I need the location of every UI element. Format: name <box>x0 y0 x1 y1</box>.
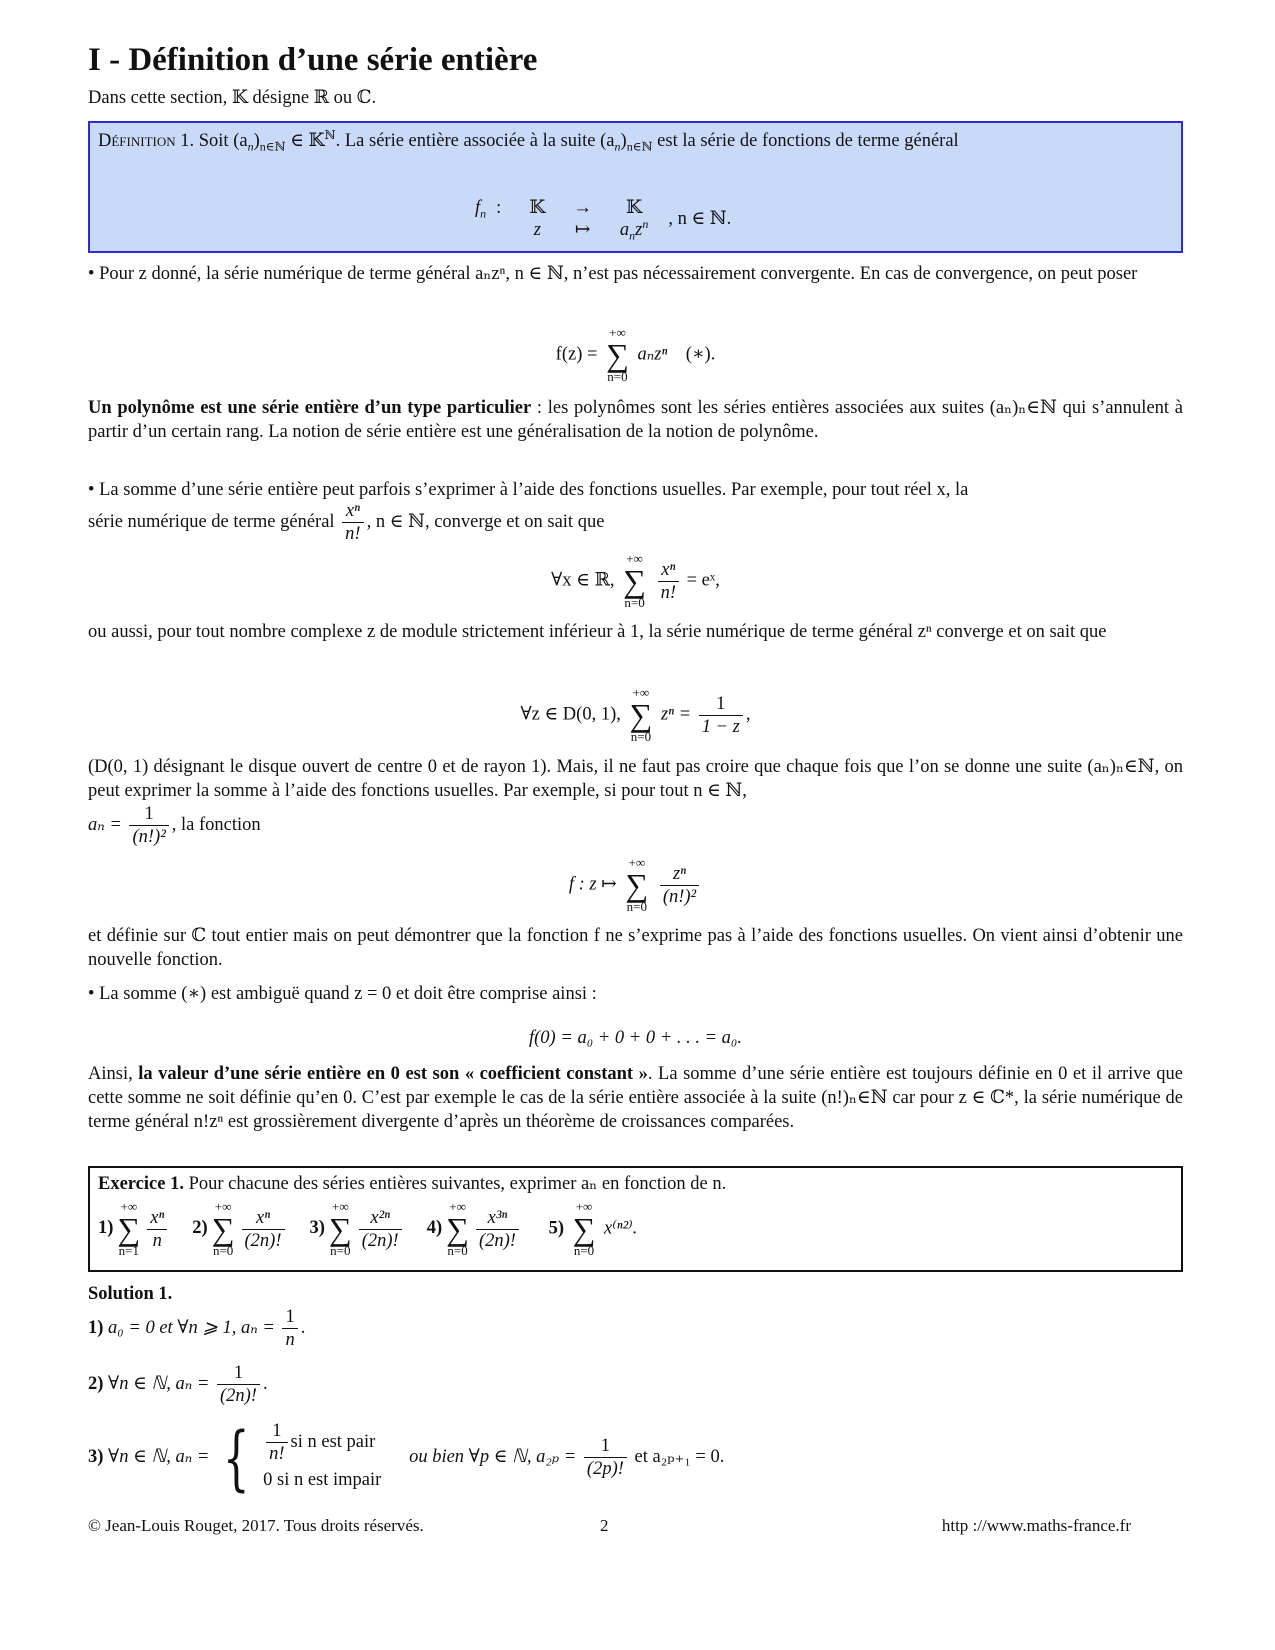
exercise-item-frac <box>242 1207 285 1252</box>
exercise-item-label: 4) <box>426 1218 443 1239</box>
eq3-num: 1 <box>699 693 743 716</box>
eq1-term: aₙzⁿ <box>637 344 668 365</box>
solution-2-text: ∀n ∈ ℕ, aₙ = <box>108 1373 210 1394</box>
exercise-item-den: n <box>152 1230 162 1251</box>
paragraph-8-a: Ainsi, <box>88 1064 139 1084</box>
solution-3-or-tail: et a₂ₚ₊₁ = 0. <box>634 1446 725 1467</box>
eq4-den: (n!)² <box>662 886 697 907</box>
solution-1-text: a₀ = 0 et ∀n ⩾ 1, aₙ = <box>108 1317 275 1338</box>
definition-sub-1: n∈ℕ <box>259 139 286 154</box>
solution-3-or: ou bien ∀p ∈ ℕ, a₂ₚ = <box>409 1446 577 1467</box>
exercise-item-sum: +∞ ∑ n=0 <box>211 1199 235 1258</box>
eq2-rhs: = eˣ, <box>686 570 720 591</box>
paragraph-5b-lhs: aₙ = <box>88 814 122 835</box>
solution-2-den: (2n)! <box>219 1386 257 1406</box>
eq3-frac <box>699 693 743 738</box>
exercise-item-5-lower: n=0 <box>573 1243 595 1258</box>
frac-den: n! <box>345 524 361 544</box>
exercise-item-sum: +∞ ∑ n=1 <box>117 1199 141 1258</box>
solution-1-num: 1 <box>282 1306 297 1329</box>
definition-text-f: est la série de fonctions de terme général <box>652 131 959 151</box>
exercise-items <box>98 1200 1173 1258</box>
paragraph-8-b: . La somme d’une série entière est toujours définie en 0 et il arrive que cette somme ne soit définie qu’en 0. C’est par exemple le cas de la série entière associée à la suite (n!)ₙ∈ℕ car pour z ∈ ℂ*, la série numérique de terme général n!zⁿ est grossièrement divergente d’après un théorème de croissances comparées. <box>88 1064 1184 1132</box>
exercise-title: Exercice 1. <box>98 1174 184 1194</box>
equation-1 <box>88 326 1183 384</box>
solution-1-tail: . <box>300 1317 306 1338</box>
equation-4 <box>88 856 1183 914</box>
exercise-item-lower: n=0 <box>447 1243 468 1258</box>
map-z: z <box>533 220 541 240</box>
solution-3-case-1 <box>263 1420 381 1465</box>
definition-text-d: . La série entière associée à la suite (a <box>335 131 615 151</box>
definition-sub-2: n∈ℕ <box>626 139 653 154</box>
definition-number: 1. <box>180 131 195 151</box>
equation-5: f(0) = a₀ + 0 + 0 + . . . = a₀. <box>529 1028 742 1048</box>
paragraph-2 <box>88 396 1183 444</box>
solution-3-cases <box>263 1420 381 1495</box>
eq4-lhs: f : z ↦ <box>568 874 617 895</box>
solution-2-tail: . <box>262 1373 268 1394</box>
definition-box <box>88 121 1183 253</box>
solution-3-or-frac <box>584 1435 627 1480</box>
footer-copyright: © Jean-Louis Rouget, 2017. Tous droits réservés. <box>88 1516 424 1535</box>
exercise-item-sum: +∞ ∑ n=0 <box>328 1199 352 1258</box>
solution-2-label: 2) <box>88 1373 104 1394</box>
exercise-item-upper: +∞ <box>332 1199 349 1214</box>
eq2-upper: +∞ <box>626 551 643 566</box>
definition-label: Définition <box>98 131 176 151</box>
paragraph-7: • La somme (∗) est ambiguë quand z = 0 et doit être comprise ainsi : <box>88 984 597 1004</box>
solution-3-label: 3) <box>88 1446 104 1467</box>
eq4-frac <box>660 863 699 908</box>
exercise-item-lower: n=1 <box>118 1243 139 1258</box>
paragraph-5b-tail: , la fonction <box>171 814 261 835</box>
paragraph-3c-text: , n ∈ ℕ, converge et on sait que <box>366 511 605 532</box>
eq4-sum: +∞ ∑ n=0 <box>625 855 649 914</box>
paragraph-6: et définie sur ℂ tout entier mais on peut démontrer que la fonction f ne s’exprime pas à l’aide des fonctions usuelles. On vient ainsi d’obtenir une nouvelle fonction. <box>88 926 1183 970</box>
eq1-upper: +∞ <box>609 325 626 340</box>
eq2-lhs: ∀x ∈ ℝ, <box>551 570 615 591</box>
eq3-lower: n=0 <box>630 729 652 744</box>
solution-3-text: ∀n ∈ ℕ, aₙ = <box>108 1446 210 1467</box>
exercise-item-num: x²ⁿ <box>359 1207 402 1230</box>
eq3-term: zⁿ = <box>660 704 692 725</box>
exercise-item-den: (2n)! <box>478 1230 516 1251</box>
map-to: 𝕂 <box>626 198 643 218</box>
paragraph-5: (D(0, 1) désignant le disque ouvert de centre 0 et de rayon 1). Mais, il ne faut pas croire que chaque fois que l’on se donne une suite (aₙ)ₙ∈ℕ, on peut exprimer la somme à l’aide des fonctions usuelles. Par exemple, si pour tout n ∈ ℕ, <box>88 757 1183 801</box>
solution-1-den: n <box>285 1330 295 1350</box>
exercise-item-frac <box>476 1207 519 1252</box>
solution-3-case-1-frac <box>266 1420 287 1465</box>
definition-text-c: ∈ 𝕂 <box>285 131 325 151</box>
paragraph-2-text: : les polynômes sont les séries entières associées aux suites (aₙ)ₙ∈ℕ qui s’annulent à partir d’un certain rang. La notion de série entière est une généralisation de la notion de polynôme. <box>88 398 1183 442</box>
exercise-item-3 <box>309 1199 405 1258</box>
solution-3-or-num: 1 <box>584 1435 627 1458</box>
section-title: I - Définition d’une série entière <box>88 42 538 78</box>
eq2-lower: n=0 <box>624 595 645 610</box>
exercise-item-5-sum: +∞ ∑ n=0 <box>572 1199 596 1258</box>
eq3-lhs: ∀z ∈ D(0, 1), <box>520 704 621 725</box>
exercise-item-5-label: 5) <box>548 1218 564 1239</box>
exercise-item-lower: n=0 <box>212 1243 234 1258</box>
map-arrow: → <box>573 198 592 218</box>
paragraph-8-bold: la valeur d’une série entière en 0 est son « coefficient constant » <box>138 1064 648 1084</box>
paragraph-8 <box>88 1062 1183 1134</box>
exercise-item-den: (2n)! <box>244 1230 282 1251</box>
solution-3-case-2: 0 si n est impair <box>263 1470 382 1490</box>
exercise-item-num: xⁿ <box>242 1207 285 1230</box>
definition-text-b: ) <box>253 131 260 151</box>
exercise-item-lower: n=0 <box>330 1243 351 1258</box>
equation-3 <box>88 686 1183 744</box>
exercise-item-upper: +∞ <box>214 1199 232 1214</box>
exercise-item-num: xⁿ <box>147 1207 167 1230</box>
exercise-item-label: 3) <box>309 1218 325 1239</box>
solution-1 <box>88 1306 1183 1351</box>
paragraph-3b-text: série numérique de terme général <box>88 511 335 532</box>
solution-3-case-1-num: 1 <box>266 1420 287 1443</box>
eq3-upper: +∞ <box>632 685 650 700</box>
equation-2 <box>88 552 1183 610</box>
eq3-den: 1 − z <box>701 716 740 737</box>
exercise-item-sum: +∞ ∑ n=0 <box>446 1199 469 1258</box>
exercise-text: Pour chacune des séries entières suivantes, exprimer aₙ en fonction de n. <box>183 1174 727 1194</box>
map-image: a <box>619 220 630 240</box>
frac-num: xⁿ <box>342 500 363 523</box>
exercise-item-2 <box>192 1199 287 1258</box>
eq2-num: xⁿ <box>658 559 679 582</box>
intro-text: Dans cette section, 𝕂 désigne ℝ ou ℂ. <box>88 88 377 108</box>
solution-2-num: 1 <box>217 1362 260 1385</box>
eq4-upper: +∞ <box>628 855 646 870</box>
paragraph-4: ou aussi, pour tout nombre complexe z de module strictement inférieur à 1, la série numérique de terme général zⁿ converge et on sait que <box>88 622 1107 642</box>
paragraph-2-bold: Un polynôme est une série entière d’un type particulier <box>88 398 532 418</box>
map-mapsto: ↦ <box>574 220 591 240</box>
exercise-item-den: (2n)! <box>361 1230 399 1251</box>
exercise-item-frac <box>359 1207 402 1252</box>
eq1-sum: +∞ ∑ n=0 <box>606 325 629 384</box>
definition-text-a: Soit (a <box>198 131 248 151</box>
eq1-tag: (∗). <box>685 344 716 365</box>
solution-title: Solution 1. <box>88 1284 173 1304</box>
left-brace: { <box>222 1416 250 1499</box>
exercise-item-5-term: x⁽ⁿ²⁾. <box>604 1218 638 1239</box>
paragraph-5b-num: 1 <box>129 803 168 826</box>
solution-2 <box>88 1362 1183 1407</box>
solution-3-case-1-den: n! <box>269 1444 285 1464</box>
map-suffix: , n ∈ ℕ. <box>668 209 732 229</box>
paragraph-3a: • La somme d’une série entière peut parfois s’exprimer à l’aide des fonctions usuelles. Par exemple, pour tout réel x, la <box>88 480 969 500</box>
eq1-lhs: f(z) = <box>555 344 598 365</box>
exercise-statement <box>98 1172 1173 1196</box>
definition-text: Définition 1. Soit $(a_n)_{n\in ℕ}$ ∈ 𝕂$^ℕ$. La série entière associée à la suite $(a_n)_{n\in ℕ}$ est la série de fonctions de terme général <box>98 127 959 154</box>
exercise-item-num: x³ⁿ <box>476 1207 519 1230</box>
solution-3-or-den: (2p)! <box>586 1459 624 1479</box>
paragraph-1: • Pour z donné, la série numérique de terme général aₙzⁿ, n ∈ ℕ, n’est pas nécessairement convergente. En cas de convergence, on peut poser <box>88 264 1138 284</box>
eq4-num: zⁿ <box>660 863 699 886</box>
exercise-item-upper: +∞ <box>120 1199 138 1214</box>
eq2-frac <box>658 559 679 604</box>
paragraph-3b <box>88 500 1183 545</box>
eq2-sum: +∞ ∑ n=0 <box>623 551 646 610</box>
solution-3-case-1-cond: si n est pair <box>290 1431 376 1452</box>
solution-1-frac <box>282 1306 297 1351</box>
exercise-box <box>88 1166 1183 1272</box>
eq3-sum: +∞ ∑ n=0 <box>629 685 653 744</box>
exercise-item-label: 1) <box>98 1218 114 1239</box>
xn-over-nfact <box>342 500 363 545</box>
exercise-item-upper: +∞ <box>449 1199 466 1214</box>
map-from: 𝕂 <box>529 198 546 218</box>
definition-sup: ℕ <box>324 127 336 142</box>
exercise-item-label: 2) <box>192 1218 208 1239</box>
footer-url[interactable]: http ://www.maths-france.fr <box>941 1516 1131 1535</box>
definition-map: $f_n$ : 𝕂 → 𝕂 , n ∈ ℕ. z ↦ $a_nz^n$ <box>475 198 732 243</box>
eq1-lower: n=0 <box>607 369 628 384</box>
paragraph-5b <box>88 803 1183 848</box>
exercise-item-5-upper: +∞ <box>575 1199 593 1214</box>
eq4-lower: n=0 <box>626 899 647 914</box>
map-name: f <box>475 198 481 218</box>
definition-text-e: ) <box>620 131 627 151</box>
footer-page-number: 2 <box>600 1516 609 1535</box>
paragraph-5b-den: (n!)² <box>132 827 166 847</box>
paragraph-5b-frac <box>129 803 168 848</box>
eq3-tail: , <box>745 704 751 725</box>
solution-1-label: 1) <box>88 1317 104 1338</box>
solution-2-frac <box>217 1362 260 1407</box>
exercise-item-frac <box>147 1207 167 1252</box>
exercise-item-4 <box>426 1199 522 1258</box>
exercise-item-1 <box>98 1199 170 1258</box>
solution-3 <box>88 1416 1183 1499</box>
eq2-den: n! <box>660 582 676 603</box>
